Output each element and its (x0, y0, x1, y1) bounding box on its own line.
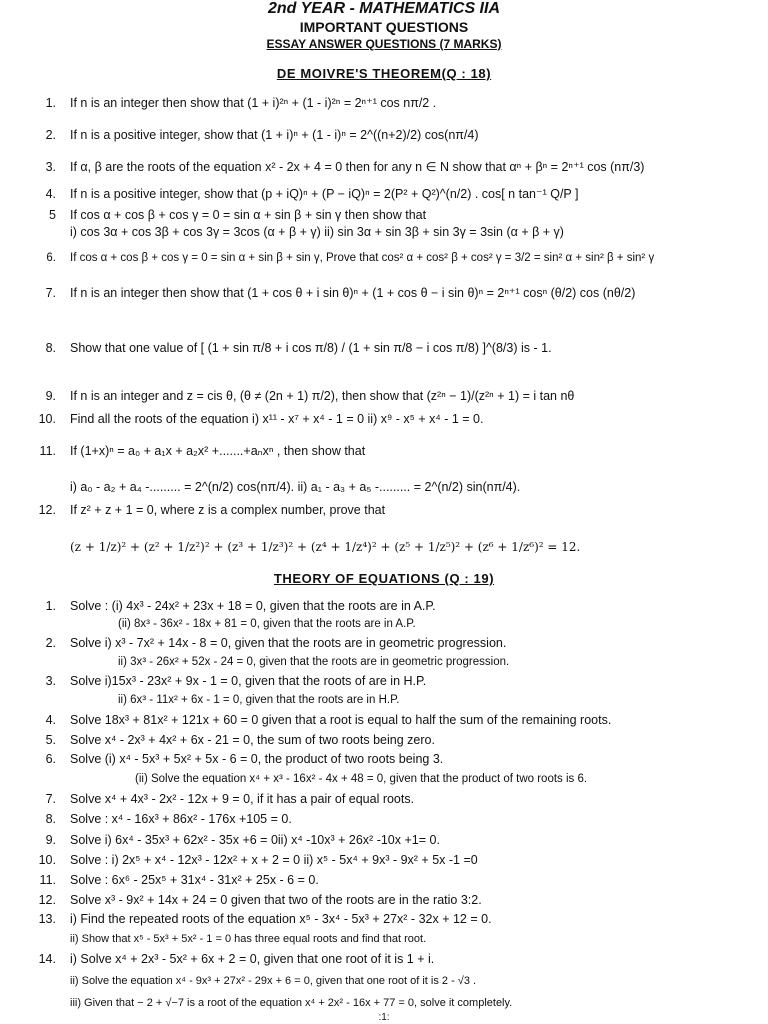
document-subtitle: IMPORTANT QUESTIONS (299, 19, 469, 35)
section-heading-de-moivre: DE MOIVRE'S THEOREM(Q : 18) (276, 66, 492, 81)
document-title: 2nd YEAR - MATHEMATICS IIA (268, 0, 500, 17)
section-heading-theory-of-equations: THEORY OF EQUATIONS (Q : 19) (273, 571, 495, 586)
question-category: ESSAY ANSWER QUESTIONS (7 MARKS) (266, 37, 502, 51)
page-number: :1: (378, 1012, 390, 1023)
